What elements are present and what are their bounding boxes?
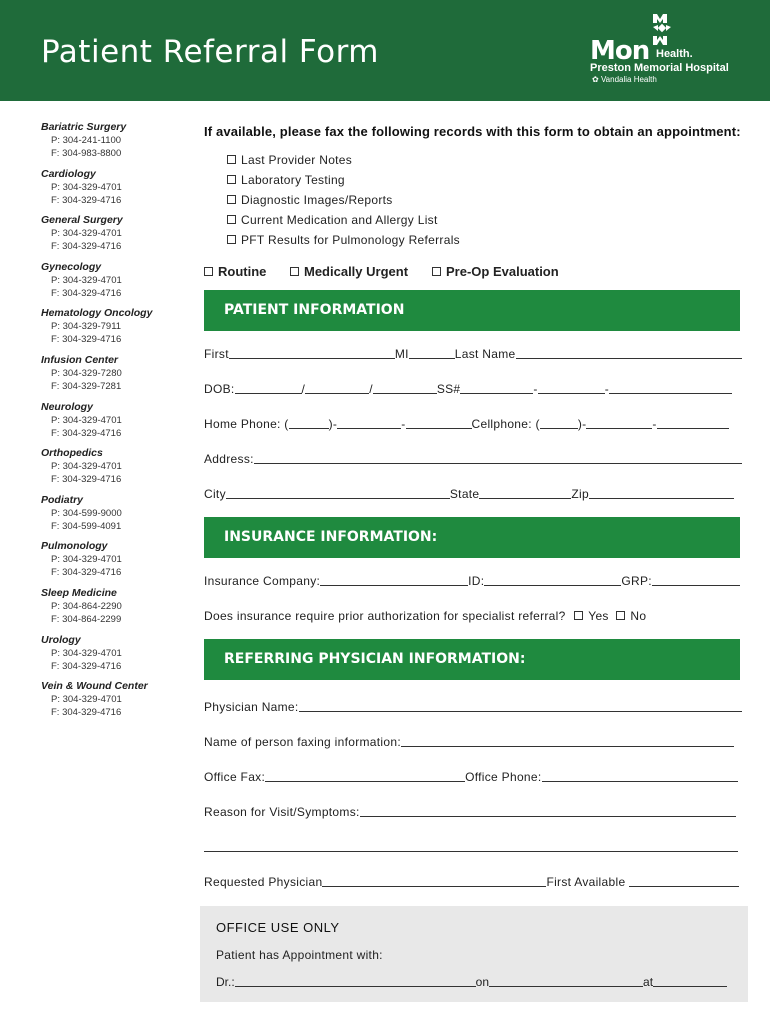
fax-instructions: If available, please fax the following records with this form to obtain an appointment: (204, 124, 741, 139)
appointment-label: Patient has Appointment with: (216, 948, 383, 962)
requested-physician-label: Requested Physician (204, 875, 323, 889)
department-phone: P: 304-329-4701 (51, 181, 122, 193)
on-label: on (475, 975, 490, 989)
phone-dash: - (401, 417, 406, 431)
checkbox[interactable] (227, 195, 236, 204)
appointment-date-field[interactable] (489, 975, 643, 987)
city-label: City (204, 487, 226, 501)
priority-preop-label: Pre-Op Evaluation (446, 264, 559, 279)
grp-label: GRP: (621, 574, 652, 588)
department-fax: F: 304-329-4716 (51, 241, 122, 253)
department-name: Neurology (41, 400, 93, 413)
priority-routine-label: Routine (218, 264, 267, 279)
dob-month-field[interactable] (235, 382, 302, 394)
ssn-label: SS# (436, 382, 461, 396)
department-name: Pulmonology (41, 540, 108, 553)
department-fax: F: 304-864-2299 (51, 613, 122, 625)
name-row (204, 347, 740, 361)
reason-row (204, 805, 740, 819)
department-fax: F: 304-329-4716 (51, 334, 122, 346)
insurance-info-banner: INSURANCE INFORMATION: (204, 517, 740, 558)
department-name: Infusion Center (41, 353, 119, 366)
form-main (204, 0, 740, 1024)
page-title: Patient Referral Form (41, 34, 379, 70)
priority-urgent[interactable] (290, 264, 408, 279)
mi-label: MI (394, 347, 409, 361)
state-label: State (449, 487, 480, 501)
dob-year-field[interactable] (373, 382, 437, 394)
department-phone: P: 304-329-4701 (51, 414, 122, 426)
department-phone: P: 304-329-4701 (51, 228, 122, 240)
dob-row (204, 382, 740, 396)
physician-name-field[interactable] (299, 700, 742, 712)
department-fax: F: 304-329-4716 (51, 194, 122, 206)
city-field[interactable] (226, 487, 450, 499)
id-label: ID: (468, 574, 485, 588)
checkbox[interactable] (227, 235, 236, 244)
department-fax: F: 304-329-7281 (51, 380, 122, 392)
logo-network: ✿ Vandalia Health (592, 75, 657, 84)
department-item (41, 354, 191, 401)
department-fax: F: 304-599-4091 (51, 520, 122, 532)
checkbox[interactable] (227, 155, 236, 164)
department-fax: F: 304-329-4716 (51, 427, 122, 439)
department-fax: F: 304-329-4716 (51, 660, 122, 672)
department-name: Vein & Wound Center (41, 680, 148, 693)
home-area-field[interactable] (289, 417, 329, 429)
department-item (41, 447, 191, 494)
first-available-field[interactable] (629, 875, 739, 887)
cell-prefix-field[interactable] (586, 417, 652, 429)
cell-line-field[interactable] (657, 417, 729, 429)
mi-field[interactable] (409, 347, 455, 359)
record-label: Diagnostic Images/Reports (241, 193, 393, 207)
department-item (41, 261, 191, 308)
insurance-company-label: Insurance Company: (204, 574, 321, 588)
cellphone-label: Cellphone: ( (471, 417, 540, 431)
dob-slash: / (369, 382, 373, 396)
state-field[interactable] (479, 487, 571, 499)
office-use-box (200, 906, 748, 1002)
patient-info-banner: PATIENT INFORMATION (204, 290, 740, 331)
office-contact-row (204, 770, 740, 784)
record-option[interactable] (227, 192, 460, 212)
at-label: at (643, 975, 654, 989)
physician-info-banner: REFERRING PHYSICIAN INFORMATION: (204, 639, 740, 680)
logo-hospital-name: Preston Memorial Hospital (590, 62, 729, 74)
requested-physician-row (204, 875, 740, 889)
insurance-company-field[interactable] (320, 574, 468, 586)
checkbox[interactable] (290, 267, 299, 276)
prior-auth-no-label: No (630, 609, 647, 623)
department-fax: F: 304-329-4716 (51, 567, 122, 579)
faxing-person-field[interactable] (401, 735, 734, 747)
address-label: Address: (204, 452, 254, 466)
department-fax: F: 304-329-4716 (51, 287, 122, 299)
department-phone: P: 304-329-4701 (51, 647, 122, 659)
ssn-part3-field[interactable] (609, 382, 732, 394)
prior-auth-yes-label: Yes (588, 609, 609, 623)
phone-dash: - (652, 417, 657, 431)
zip-label: Zip (571, 487, 589, 501)
logo-brand: Mon (590, 36, 650, 66)
record-option[interactable] (227, 232, 460, 252)
department-item (41, 634, 191, 681)
department-item (41, 214, 191, 261)
address-row (204, 452, 740, 466)
department-item (41, 168, 191, 215)
appointment-doctor-field[interactable] (235, 975, 476, 987)
dob-label: DOB: (204, 382, 235, 396)
department-name: Urology (41, 633, 81, 646)
record-label: Last Provider Notes (241, 153, 353, 167)
department-item (41, 680, 191, 727)
department-list (41, 121, 191, 727)
department-name: Podiatry (41, 493, 84, 506)
appointment-time-field[interactable] (653, 975, 727, 987)
logo-network-label: Vandalia Health (600, 75, 657, 84)
department-item (41, 540, 191, 587)
ssn-dash: - (604, 382, 610, 396)
checkbox[interactable] (204, 267, 213, 276)
department-name: Sleep Medicine (41, 586, 117, 599)
record-option[interactable] (227, 212, 460, 232)
department-phone: P: 304-329-4701 (51, 694, 122, 706)
phone-row (204, 417, 740, 431)
department-name: Hematology Oncology (41, 307, 153, 320)
ssn-dash: - (533, 382, 538, 396)
record-label: Current Medication and Allergy List (241, 213, 438, 227)
department-item (41, 401, 191, 448)
priority-routine[interactable] (204, 264, 266, 279)
faxing-person-label: Name of person faxing information: (204, 735, 401, 749)
department-phone: P: 304-329-7280 (51, 367, 122, 379)
record-option[interactable] (227, 152, 460, 172)
paren-dash: )- (328, 417, 338, 431)
appointment-row (216, 975, 727, 989)
department-name: Cardiology (41, 167, 96, 180)
first-label: First (204, 347, 229, 361)
dob-day-field[interactable] (305, 382, 369, 394)
department-item (41, 587, 191, 634)
home-line-field[interactable] (406, 417, 472, 429)
checkbox[interactable] (227, 215, 236, 224)
ssn-part2-field[interactable] (538, 382, 605, 394)
checkbox[interactable] (432, 267, 441, 276)
department-item (41, 494, 191, 541)
office-fax-label: Office Fax: (204, 770, 266, 784)
department-item (41, 121, 191, 168)
paren-dash: )- (577, 417, 587, 431)
prior-auth-question: Does insurance require prior authorization for specialist referral? (204, 609, 566, 623)
department-phone: P: 304-329-7911 (51, 321, 122, 333)
requested-physician-field[interactable] (322, 875, 546, 887)
priority-preop[interactable] (432, 264, 559, 279)
reason-label: Reason for Visit/Symptoms: (204, 805, 360, 819)
first-available-label: First Available (546, 875, 626, 889)
department-phone: P: 304-599-9000 (51, 507, 122, 519)
checkbox[interactable] (227, 175, 236, 184)
department-fax: F: 304-329-4716 (51, 474, 122, 486)
record-label: PFT Results for Pulmonology Referrals (241, 233, 460, 247)
last-name-label: Last Name (454, 347, 516, 361)
insurance-id-field[interactable] (484, 574, 621, 586)
department-phone: P: 304-329-4701 (51, 461, 122, 473)
reason-continuation-row (204, 840, 740, 854)
department-name: Orthopedics (41, 447, 103, 460)
reason-continuation-field[interactable] (204, 840, 738, 852)
prior-auth-yes-checkbox[interactable] (574, 611, 583, 620)
department-fax: F: 304-329-4716 (51, 707, 122, 719)
department-phone: P: 304-329-4701 (51, 554, 122, 566)
office-fax-field[interactable] (265, 770, 465, 782)
department-item (41, 307, 191, 354)
physician-name-label: Physician Name: (204, 700, 299, 714)
record-label: Laboratory Testing (241, 173, 345, 187)
department-phone: P: 304-241-1100 (51, 135, 122, 146)
office-use-title: OFFICE USE ONLY (216, 920, 340, 935)
home-prefix-field[interactable] (337, 417, 401, 429)
cell-area-field[interactable] (540, 417, 578, 429)
priority-urgent-label: Medically Urgent (304, 264, 409, 279)
department-phone: P: 304-329-4701 (51, 274, 122, 286)
prior-auth-no-checkbox[interactable] (616, 611, 625, 620)
record-option[interactable] (227, 172, 460, 192)
department-fax: F: 304-983-8800 (51, 148, 122, 159)
department-phone: P: 304-864-2290 (51, 600, 122, 612)
insurance-grp-field[interactable] (652, 574, 740, 586)
prior-auth-row (204, 609, 740, 623)
first-name-field[interactable] (229, 347, 395, 359)
home-phone-label: Home Phone: ( (204, 417, 289, 431)
records-checklist (227, 152, 460, 252)
office-phone-field[interactable] (542, 770, 738, 782)
department-name: General Surgery (41, 214, 123, 227)
office-phone-label: Office Phone: (465, 770, 542, 784)
insurance-row (204, 574, 740, 588)
last-name-field[interactable] (516, 347, 742, 359)
ssn-part1-field[interactable] (460, 382, 533, 394)
physician-name-row (204, 700, 740, 714)
logo-health: Health. (656, 48, 693, 60)
zip-field[interactable] (589, 487, 734, 499)
department-name: Gynecology (41, 260, 102, 273)
reason-field[interactable] (360, 805, 736, 817)
address-field[interactable] (254, 452, 742, 464)
city-row (204, 487, 740, 501)
dob-slash: / (301, 382, 306, 396)
dr-label: Dr.: (216, 975, 235, 989)
department-name: Bariatric Surgery (41, 121, 127, 133)
faxing-person-row (204, 735, 740, 749)
